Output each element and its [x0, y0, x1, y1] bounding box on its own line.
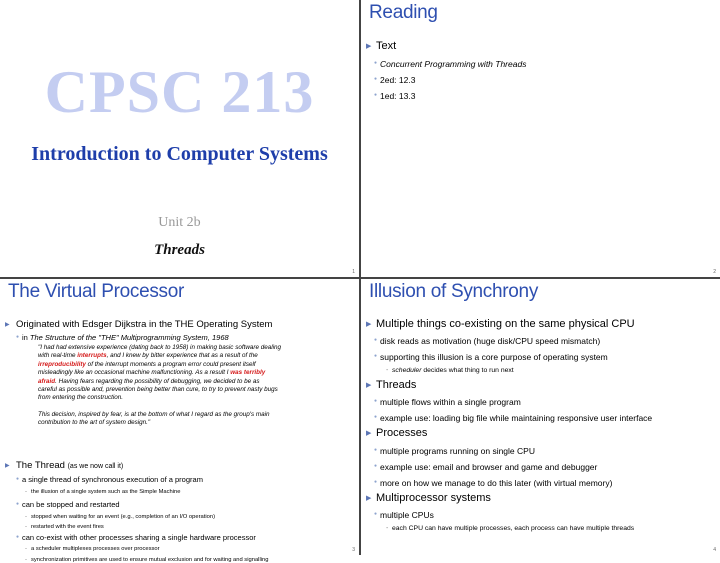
quote-text: . Having fears regarding the possibility of debugging, we decided to be as — [55, 377, 260, 385]
quote-text: misleadingly like an occasional machine malfunctioning. As a result I — [38, 369, 231, 377]
bullet-book-title: ● Concurrent Programming with Threads — [380, 59, 526, 69]
bullet-co-exist: ● can co-exist with other processes sharing a single hardware processor — [22, 533, 256, 542]
course-code: CPSC 213 — [44, 59, 315, 125]
horizontal-divider — [0, 277, 720, 279]
quote-text: with real-time — [38, 352, 78, 360]
bullet-example-thread: ● example use: loading big file while maintaining responsive user interface — [380, 413, 652, 423]
bullet-sync-primitives: - synchronization primitives are used to ensure mutual exclusion and for waiting and signalling — [31, 557, 268, 563]
page-number: 1 — [352, 269, 355, 275]
slide-reading — [361, 0, 720, 277]
bullet-the-thread — [16, 460, 123, 471]
paper-prefix: in — [22, 333, 30, 342]
page-number: 4 — [713, 547, 716, 553]
dijkstra-quote — [38, 344, 338, 428]
page-number: 2 — [713, 269, 716, 275]
paper-title: The Structure of the "THE" Multiprogramming System, 1968 — [29, 333, 229, 342]
unit-label: Unit 2b — [158, 215, 201, 230]
bullet-supporting-illusion: ● supporting this illusion is a core purpose of operating system — [380, 352, 608, 362]
slide-virtual-processor — [0, 279, 359, 563]
bullet-restarted-with: - restarted with the event fires — [31, 524, 104, 530]
bullet-example-process: ● example use: email and browser and game and debugger — [380, 462, 597, 472]
bullet-text: ▶ Text — [376, 40, 396, 52]
slide-title-reading: Reading — [369, 2, 438, 23]
bullet-illusion: - the illusion of a single system such as the Simple Machine — [31, 489, 181, 495]
topic-label: Threads — [154, 242, 205, 258]
bullet-multiple-things: ▶ Multiple things co-existing on the same physical CPU — [376, 318, 635, 330]
quote-highlight: was terribly — [230, 369, 266, 377]
course-title: Introduction to Computer Systems — [31, 143, 328, 165]
bullet-stopped-restarted: ● can be stopped and restarted — [22, 500, 120, 509]
quote-text: of the interrupt moments a program error could present itself — [85, 360, 256, 368]
bullet-1ed: ● 1ed: 13.3 — [380, 91, 415, 101]
bullet-single-thread: ● a single thread of synchronous execution of a program — [22, 475, 203, 484]
bullet-dijkstra: ▶ Originated with Edsger Dijkstra in the THE Operating System — [16, 319, 272, 330]
bullet-processes: ▶ Processes — [376, 427, 427, 439]
bullet-disk-reads: ● disk reads as motivation (huge disk/CPU speed mismatch) — [380, 336, 600, 346]
scheduler-desc: decides what thing to run next — [421, 367, 514, 374]
bullet-threads: ▶ Threads — [376, 379, 416, 391]
bullet-virtual-memory: ● more on how we manage to do this later (with virtual memory) — [380, 478, 612, 488]
bullet-multiple-programs: ● multiple programs running on single CPU — [380, 446, 535, 456]
bullet-each-cpu: - each CPU can have multiple processes, each process can have multiple threads — [392, 525, 634, 532]
quote-line — [38, 361, 338, 369]
quote-text: , and I knew by bitter experience that as a result of the — [106, 352, 258, 360]
thread-aside: (as we now call it) — [67, 463, 124, 470]
bullet-scheduler-decides — [392, 367, 514, 374]
quote-line: careful as possible and, prevention being better than cure, to try to prevent nasty bugs — [38, 386, 278, 394]
slide-title-illusion: Illusion of Synchrony — [369, 281, 539, 302]
quote-line — [38, 352, 338, 360]
quote-highlight: interrupts — [77, 352, 107, 360]
bullet-stopped-when: - stopped when waiting for an event (e.g., completion of an I/O operation) — [31, 514, 215, 520]
bullet-2ed: ● 2ed: 12.3 — [380, 75, 415, 85]
page-number: 3 — [352, 547, 355, 553]
bullet-multiple-flows: ● multiple flows within a single program — [380, 397, 521, 407]
quote-line: from entering the construction. — [38, 394, 124, 402]
slide-title — [0, 0, 359, 277]
quote-line — [38, 369, 338, 377]
slide-title-virtual-processor: The Virtual Processor — [8, 281, 185, 302]
quote-line — [38, 378, 338, 386]
quote-highlight: afraid — [38, 377, 56, 385]
scheduler-term: scheduler — [392, 367, 422, 374]
bullet-paper — [22, 333, 229, 342]
bullet-scheduler: - a scheduler multiplexes processes over processor — [31, 546, 160, 552]
quote-highlight: irreproducibility — [38, 360, 86, 368]
thread-label: The Thread — [16, 460, 65, 471]
quote-line: "I had had extensive experience (dating back to 1958) in making basic software dealing — [38, 344, 282, 351]
slide-illusion-synchrony — [361, 279, 720, 555]
bullet-multiprocessor: ▶ Multiprocessor systems — [376, 492, 491, 504]
bullet-multiple-cpus: ● multiple CPUs — [380, 510, 434, 520]
quote-line: This decision, inspired by fear, is at the bottom of what I regard as the group's main — [38, 410, 270, 418]
quote-line: contribution to the art of system design." — [38, 419, 151, 427]
